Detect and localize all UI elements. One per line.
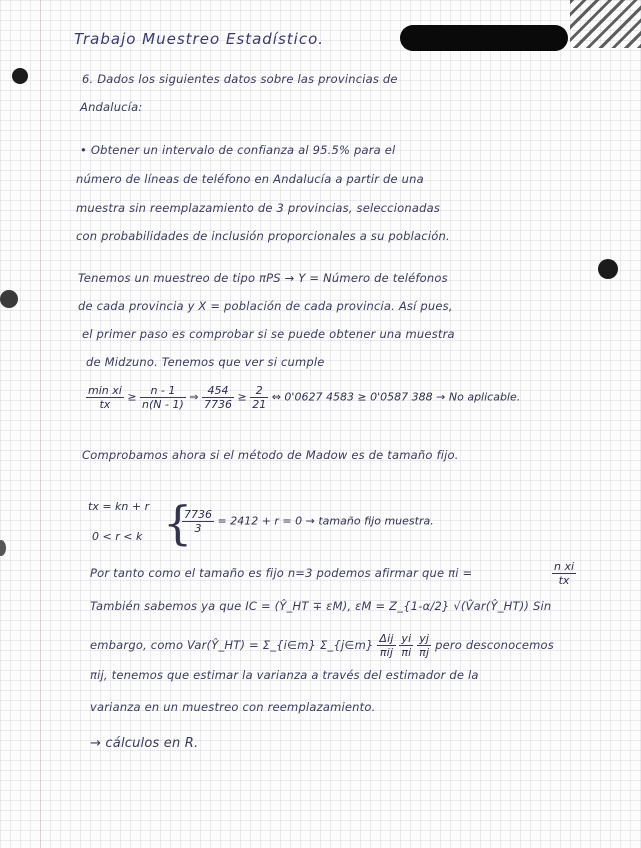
answer-text: el primer paso es comprobar si se puede obtener una muestra: [82, 327, 455, 341]
intro-text: Andalucía:: [80, 100, 143, 114]
fraction-numerator: 7736: [184, 508, 212, 521]
fraction-denominator: 21: [252, 398, 267, 411]
variance-fractions: [377, 632, 431, 659]
task-text: número de líneas de teléfono en Andalucía a partir de una: [76, 172, 424, 186]
brace-symbol: {: [163, 496, 193, 550]
fraction-denominator: tx: [558, 574, 570, 587]
answer-text: de cada provincia y X = población de cada provincia. Así pues,: [78, 299, 453, 313]
punch-hole: [598, 259, 618, 279]
page-title: Trabajo Muestreo Estadístico.: [74, 30, 325, 48]
operator: ⇒: [189, 390, 199, 404]
punch-hole: [12, 68, 28, 84]
fraction-numerator: n - 1: [140, 384, 186, 398]
fraction-numerator: Δij: [379, 632, 394, 645]
fraction-numerator: yj: [417, 632, 431, 646]
inequality-result: ⇔ 0'0627 4583 ≥ 0'0587 388 → No aplicable.: [271, 390, 521, 404]
fraction-numerator: min xi: [88, 384, 122, 397]
fraction-denominator: tx: [99, 398, 111, 411]
fraction-denominator: πij: [379, 646, 394, 659]
division-result: = 2412 + r = 0 → tamaño fijo muestra.: [217, 514, 434, 528]
fraction-numerator: 2: [250, 384, 268, 398]
answer-text: πij, tenemos que estimar la varianza a través del estimador de la: [90, 668, 479, 682]
variance-text: embargo, como Var(Ŷ_HT) = Σ_{i∈m} Σ_{j∈m}: [90, 638, 374, 652]
redacted-name: [400, 25, 568, 51]
answer-text: Tenemos un muestreo de tipo πPS → Y = Número de teléfonos: [78, 271, 448, 285]
task-text: muestra sin reemplazamiento de 3 provincias, seleccionadas: [76, 201, 441, 215]
final-note: → cálculos en R.: [90, 736, 199, 751]
fraction-denominator: 3: [194, 522, 202, 535]
answer-text: Comprobamos ahora si el método de Madow es de tamaño fijo.: [82, 448, 459, 462]
fraction-denominator: πj: [419, 646, 430, 659]
intro-text: 6. Dados los siguientes datos sobre las provincias de: [82, 72, 398, 86]
answer-text: de Midzuno. Tenemos que ver si cumple: [86, 355, 325, 369]
fraction-numerator: yi: [399, 632, 413, 646]
midzuno-inequality: [86, 384, 520, 411]
answer-text: También sabemos ya que IC = (Ŷ_HT ∓ εM), εM = Z_{1-α/2} √(V̂ar(Ŷ_HT)) Sin: [90, 599, 552, 613]
fraction-denominator: 7736: [204, 398, 232, 411]
task-text: • Obtener un intervalo de confianza al 95.5% para el: [80, 143, 396, 157]
task-text: con probabilidades de inclusión proporcionales a su población.: [76, 229, 450, 243]
answer-text: [90, 632, 554, 659]
margin-line: [40, 0, 41, 848]
operator: ≥: [127, 390, 137, 404]
fraction-denominator: n(N - 1): [142, 398, 184, 411]
answer-text: Por tanto como el tamaño es fijo n=3 podemos afirmar que πi =: [90, 566, 473, 580]
variance-text: pero desconocemos: [435, 638, 554, 652]
fraction-numerator: n xi: [554, 560, 575, 573]
inclusion-probability-fraction: [552, 560, 576, 587]
madow-condition-2: 0 < r < k: [92, 530, 143, 543]
madow-division: [182, 508, 434, 535]
corner-scribble: [570, 0, 641, 48]
operator: ≥: [237, 390, 247, 404]
answer-text: varianza en un muestreo con reemplazamiento.: [90, 700, 376, 714]
fraction-numerator: 454: [202, 384, 234, 398]
punch-hole: [0, 290, 18, 308]
madow-condition-1: tx = kn + r: [88, 500, 150, 513]
fraction-denominator: πi: [401, 646, 412, 659]
